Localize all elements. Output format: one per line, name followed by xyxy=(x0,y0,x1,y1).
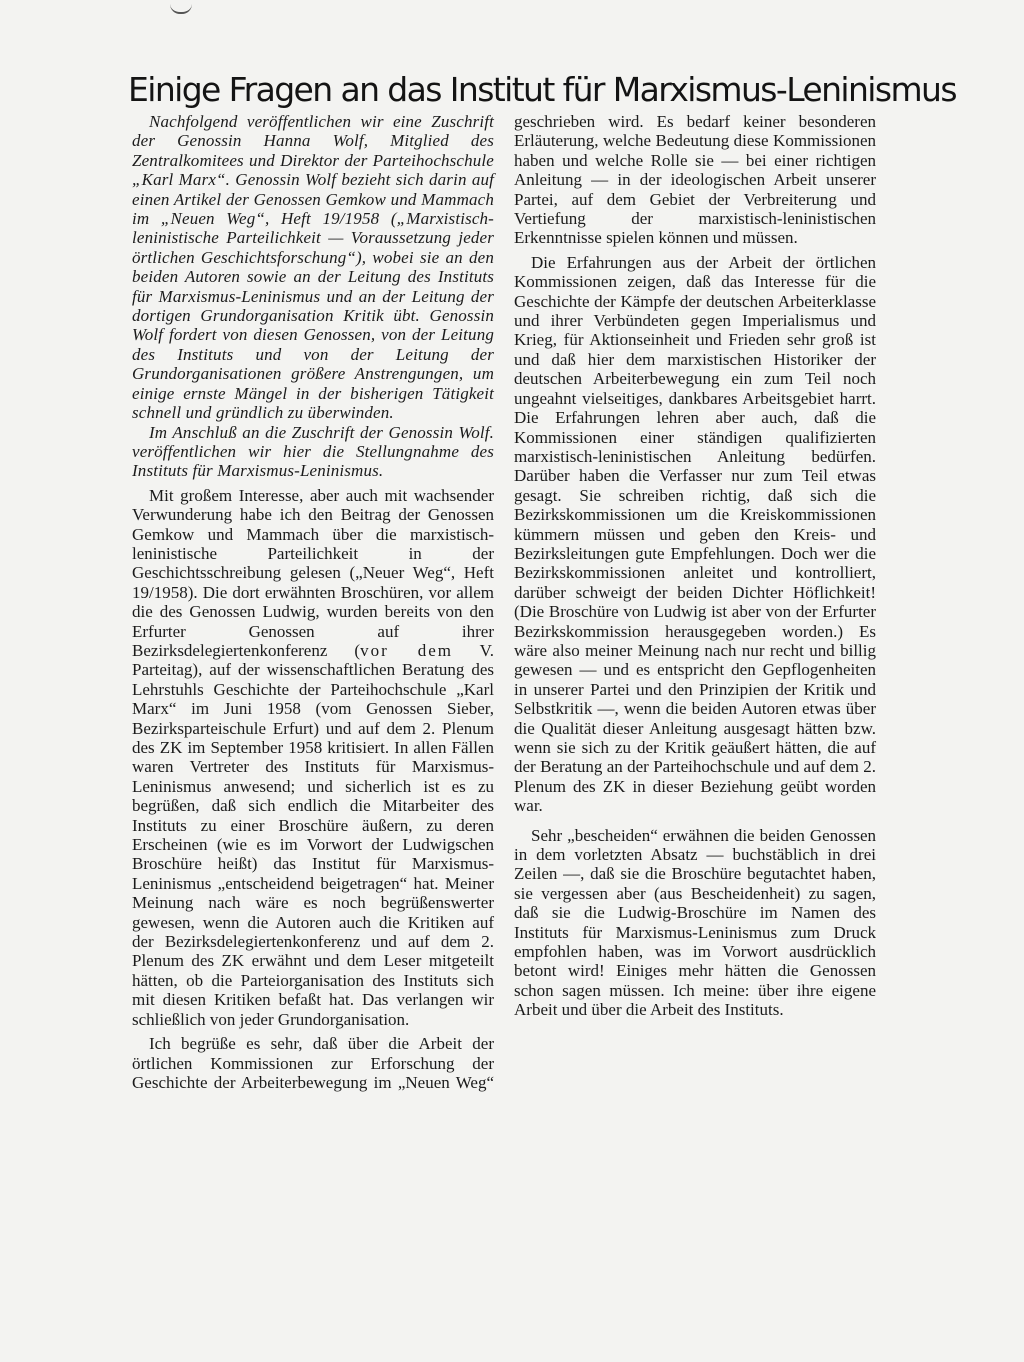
body-paragraph-4: Sehr „bescheiden“ erwähnen die beiden Genossen in dem vorletzten Absatz — buchstäblich in drei Zeilen —, daß sie die Broschüre begutachtet haben, sie vergessen aber (aus Bescheidenheit) zu sagen, daß sie die Ludwig-Broschüre im Namen des Instituts für Marxismus-Leninismus zum Druck empfohlen haben, was im Vorwort ausdrücklich betont wird! Einiges mehr hätten die Genossen schon sagen müssen. Ich meine: über ihre eigene Arbeit und über die Arbeit des Instituts. xyxy=(514,825,876,1020)
column-left xyxy=(132,112,494,1092)
body-paragraph-2-continued: geschrieben wird. Es bedarf keiner besonderen Erläuterung, welche Bedeutung diese Kommissionen haben und welche Rolle sie — bei einer richtigen Anleitung — in der ideologischen Arbeit unserer Partei, auf dem Gebiet der Verbreiterung und Vertiefung der marxistisch-leninistischen Erkenntnisse spielen können und müssen. xyxy=(514,112,876,248)
body-paragraph-3: Die Erfahrungen aus der Arbeit der örtlichen Kommissionen zeigen, daß das Interesse für die Geschichte der Kämpfe der deutschen Arbeiterklasse und ihrer Verbündeten gegen Imperialismus und Krieg, für Aktionseinheit und Frieden sehr groß ist und daß hier dem marxistischen Historiker der deutschen Arbeiterbewegung ein zum Teil noch ungeahnt vielseitiges, dankbares Arbeitsgebiet harrt. Die Erfahrungen lehren aber auch, daß die Kommissionen einer ständigen qualifizierten marxistisch-leninistischen Anleitung bedürfen. Darüber haben die Verfasser nur zum Teil etwas gesagt. Sie schreiben richtig, daß sich die Bezirkskommissionen um die Kreiskommissionen kümmern müssen und geben den Kreis- und Bezirksleitungen gute Empfehlungen. Doch wer die Bezirkskommissionen anleitet und kontrolliert, darüber schweigt der beiden Dichter Höflichkeit! (Die Broschüre von Ludwig ist aber von der Erfurter Bezirkskommission herausgegeben worden.) Es wäre also meiner Meinung nach nur recht und billig gewesen — und es entspricht den Gepflogenheiten in unserer Partei und den Prinzipien der Kritik und Selbstkritik —, wenn die beiden Autoren etwas über die Qualität dieser Anleitung ausgesagt hätten bzw. wenn sie sich zu der Kritik geäußert hätten, die auf der Beratung an der Parteihochschule und auf dem 2. Plenum des ZK in dieser Beziehung geübt worden war. xyxy=(514,252,876,816)
scan-mark xyxy=(170,4,192,14)
article-title: Einige Fragen an das Institut für Marxismus-Leninismus xyxy=(128,70,956,109)
body-paragraph-1-spaced: vor dem xyxy=(360,640,453,660)
body-paragraph-2: Ich begrüße es sehr, daß über die Arbeit der örtlichen Kommissionen zur Erforschung der Geschichte der Arbeiterbewegung im „Neuen Weg“ xyxy=(132,1034,494,1092)
body-paragraph-1-part-b: V. Parteitag), auf der wissenschaftlichen Beratung des Lehrstuhls Geschichte der Parteihochschule „Karl Marx“ im Juni 1958 (vom Genossen Sieber, Bezirksparteischule Erfurt) und auf dem 2. Plenum des ZK im September 1958 kritisiert. In allen Fällen waren Vertreter des Instituts für Marxismus-Leninismus anwesend; und sicherlich ist es zu begrüßen, daß sich endlich die Mitarbeiter des Instituts zu einer Broschüre äußern, zu deren Erscheinen (wie es im Vorwort der Ludwigschen Broschüre heißt) das Institut für Marxismus-Leninismus „entscheidend beigetragen“ hat. Meiner Meinung nach wäre es noch begrüßenswerter gewesen, wenn die Autoren auch die Kritiken auf der Bezirksdelegiertenkonferenz und auf dem 2. Plenum des ZK erwähnt und dem Leser mitgeteilt hätten, ob die Parteiorganisation des Instituts sich mit diesen Kritiken befaßt hat. Das verlangen wir schließlich von jeder Grundorganisation. xyxy=(132,640,495,1029)
intro-paragraph-2: Im Anschluß an die Zuschrift der Genossin Wolf. veröffentlichen wir hier die Stellungnahme des Instituts für Marxismus-Leninismus. xyxy=(132,422,494,481)
page-margin-bottom xyxy=(0,1220,1024,1362)
column-right xyxy=(514,112,876,1020)
body-paragraph-1-part-a: Mit großem Interesse, aber auch mit wachsender Verwunderung habe ich den Beitrag der Genossen Gemkow und Mammach über die marxistisch-leninistische Parteilichkeit in der Geschichtsschreibung gelesen („Neuer Weg“, Heft 19/1958). Die dort erwähnten Broschüren, vor allem die des Genossen Ludwig, wurden bereits von den Erfurter Genossen auf ihrer Bezirksdelegiertenkonferenz ( xyxy=(132,485,494,660)
body-paragraph-1 xyxy=(132,486,494,1029)
intro-paragraph-1: Nachfolgend veröffentlichen wir eine Zuschrift der Genossin Hanna Wolf, Mitglied des Zentralkomitees und Direktor der Parteihochschule „Karl Marx“. Genossin Wolf bezieht sich darin auf einen Artikel der Genossen Gemkow und Mammach im „Neuen Weg“, Heft 19/1958 („Marxistisch-leninistische Parteilichkeit — Voraussetzung jeder örtlichen Geschichtsforschung“), wobei sie an den beiden Autoren sowie an der Leitung des Instituts für Marxismus-Leninismus und an der Leitung der dortigen Grundorganisation Kritik übt. Genossin Wolf fordert von diesen Genossen, von der Leitung des Instituts und von der Leitung der Grundorganisationen größere Anstrengungen, um einige ernste Mängel in der bisherigen Tätigkeit schnell und gründlich zu überwinden. xyxy=(132,112,494,423)
